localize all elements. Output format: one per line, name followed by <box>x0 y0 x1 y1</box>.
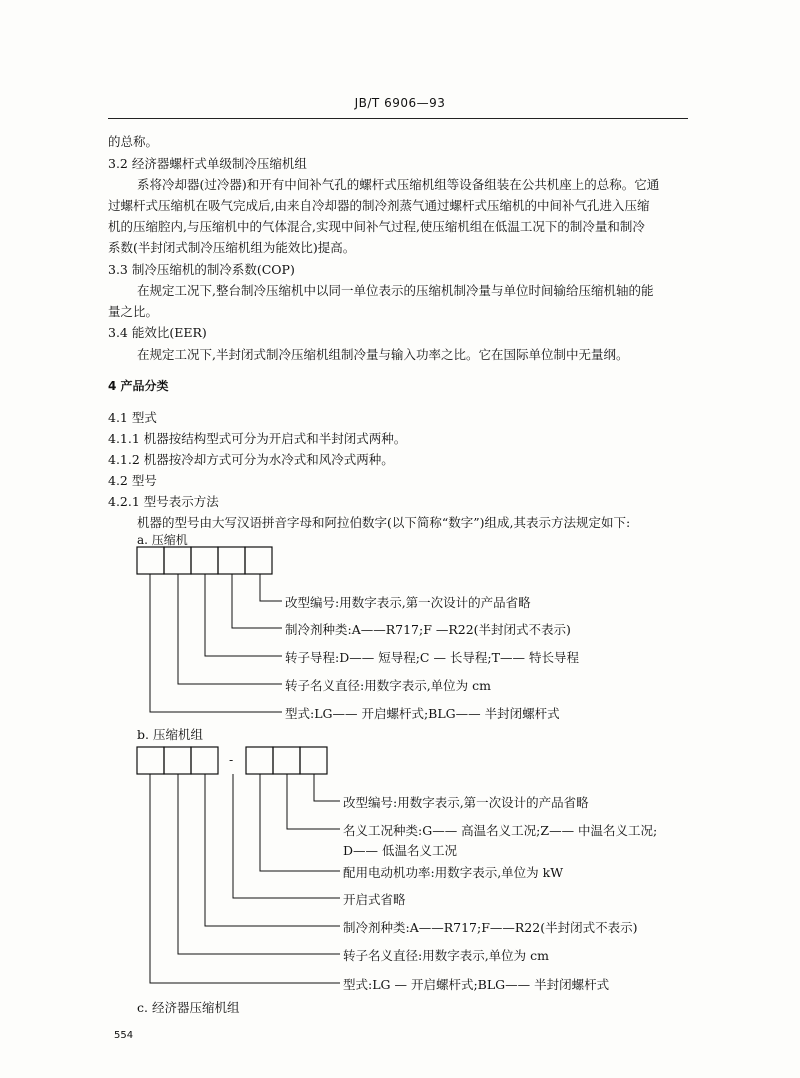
section-heading-3-4: 3.4 能效比(EER) <box>108 325 207 340</box>
diagram-a-leaders <box>150 574 282 712</box>
diagram-a-box <box>164 547 191 574</box>
page-number: 554 <box>114 1030 134 1041</box>
text-line: 量之比。 <box>108 304 159 319</box>
diagram-a-box <box>191 547 218 574</box>
diagram-b-box <box>137 747 164 774</box>
text-line: 机器的型号由大写汉语拼音字母和阿拉伯数字(以下简称“数字”)组成,其表示方法规定如下: <box>137 515 631 530</box>
diagram-b-label: b. 压缩机组 <box>137 727 203 742</box>
text-line: 系将冷却器(过冷器)和开有中间补气孔的螺杆式压缩机组等设备组装在公共机座上的总称。它通 <box>137 177 660 192</box>
section-heading-4-1: 4.1 型式 <box>108 410 157 425</box>
diagram-a-box <box>137 547 164 574</box>
diagram-a-item: 转子导程:D—— 短导程;C — 长导程;T—— 特长导程 <box>285 650 579 665</box>
diagram-b-box <box>191 747 218 774</box>
diagram-b-item: 转子名义直径:用数字表示,单位为 cm <box>343 948 550 963</box>
diagram-b-item: 名义工况种类:G—— 高温名义工况;Z—— 中温名义工况; <box>343 823 658 838</box>
diagram-b-box <box>164 747 191 774</box>
diagram-b-item: D—— 低温名义工况 <box>343 843 457 858</box>
text-line: 机的压缩腔内,与压缩机中的气体混合,实现中间补气过程,使压缩机组在低温工况下的制冷量和制冷 <box>108 219 645 234</box>
text-line: 4.1.1 机器按结构型式可分为开启式和半封闭式两种。 <box>108 431 407 446</box>
diagram-b-item: 改型编号:用数字表示,第一次设计的产品省略 <box>343 795 589 810</box>
diagram-a-item: 转子名义直径:用数字表示,单位为 cm <box>285 678 492 693</box>
diagram-a-boxes <box>137 547 272 574</box>
document-code-header: JB/T 6906—93 <box>354 96 446 110</box>
diagram-b-dash: - <box>229 752 234 767</box>
diagram-b-item: 制冷剂种类:A——R717;F——R22(半封闭式不表示) <box>343 920 638 935</box>
diagram-b-box <box>273 747 300 774</box>
diagram-c-label: c. 经济器压缩机组 <box>137 1000 240 1015</box>
section-heading-3-3: 3.3 制冷压缩机的制冷系数(COP) <box>108 262 295 277</box>
section-heading-3-2: 3.2 经济器螺杆式单级制冷压缩机组 <box>108 156 307 171</box>
section-heading-4: 4 产品分类 <box>108 379 169 393</box>
diagram-b-item: 配用电动机功率:用数字表示,单位为 kW <box>343 865 564 880</box>
text-line: 在规定工况下,整台制冷压缩机中以同一单位表示的压缩机制冷量与单位时间输给压缩机轴的能 <box>137 283 654 298</box>
text-line: 4.1.2 机器按冷却方式可分为水冷式和风冷式两种。 <box>108 452 394 467</box>
diagram-a-item: 改型编号:用数字表示,第一次设计的产品省略 <box>285 595 531 610</box>
diagram-a-box <box>218 547 245 574</box>
diagram-b-item: 开启式省略 <box>343 892 406 907</box>
diagram-a-item: 型式:LG—— 开启螺杆式;BLG—— 半封闭螺杆式 <box>285 706 560 721</box>
text-line: 系数(半封闭式制冷压缩机组为能效比)提高。 <box>108 240 356 255</box>
section-heading-4-2: 4.2 型号 <box>108 473 157 488</box>
text-line: 过螺杆式压缩机在吸气完成后,由来自冷却器的制冷剂蒸气通过螺杆式压缩机的中间补气孔进入压缩 <box>108 198 650 213</box>
diagram-a-label: a. 压缩机 <box>137 533 188 547</box>
text-line: 的总称。 <box>108 134 159 149</box>
section-heading-4-2-1: 4.2.1 型号表示方法 <box>108 494 219 509</box>
text-line: 在规定工况下,半封闭式制冷压缩机组制冷量与输入功率之比。它在国际单位制中无量纲。 <box>137 347 629 362</box>
diagram-b-box <box>246 747 273 774</box>
diagram-a-box <box>245 547 272 574</box>
diagram-b-item: 型式:LG — 开启螺杆式;BLG—— 半封闭螺杆式 <box>343 977 610 992</box>
diagram-a-item: 制冷剂种类:A——R717;F —R22(半封闭式不表示) <box>285 622 571 637</box>
diagram-b-leaders <box>150 774 340 983</box>
diagram-b-box <box>300 747 327 774</box>
